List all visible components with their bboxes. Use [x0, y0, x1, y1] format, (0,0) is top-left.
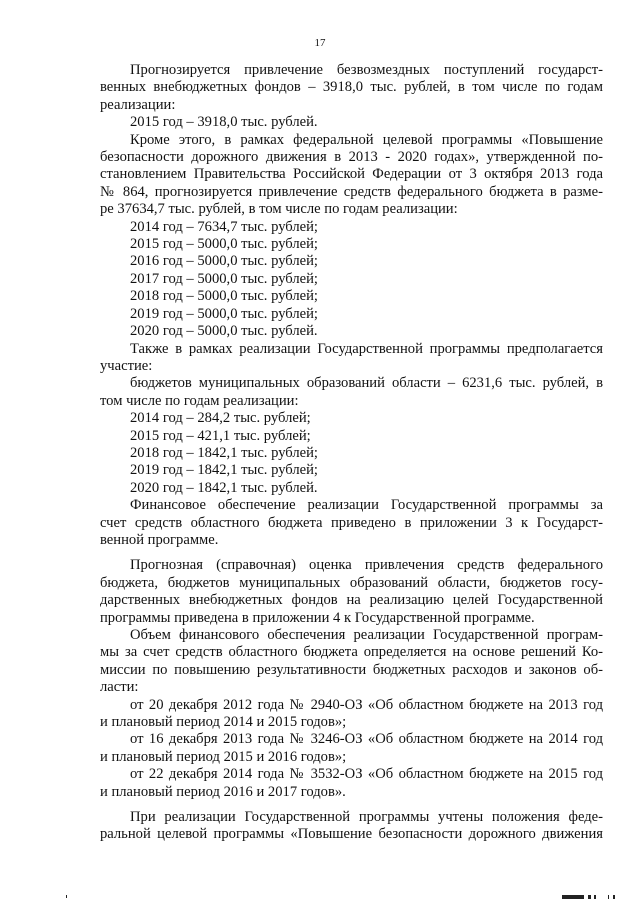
law-reference-line: и плановый период 2014 и 2015 годов»;	[100, 714, 347, 731]
scan-barcode-mark	[608, 895, 609, 899]
text-line: бюджетов муниципальных образований области – 6231,6 тыс. рублей, в	[130, 375, 603, 392]
text-line: венных внебюджетных фондов – 3918,0 тыс. рублей, в том числе по годам	[100, 79, 603, 96]
year-amount-line: 2017 год – 5000,0 тыс. рублей;	[130, 270, 318, 287]
paragraph-regional-laws	[100, 627, 603, 801]
year-amount-line: 2015 год – 5000,0 тыс. рублей;	[130, 236, 318, 253]
year-amount-line: 2018 год – 1842,1 тыс. рублей;	[130, 444, 318, 461]
scan-barcode-mark	[594, 895, 596, 899]
text-line: миссии по повышению результативности бюджетных расходов и законов об-	[100, 661, 603, 678]
paragraph-participation	[100, 341, 603, 498]
law-reference-line: от 20 декабря 2012 года № 2940-ОЗ «Об областном бюджете на 2013 год	[130, 696, 603, 713]
scan-artifact-marks	[0, 893, 640, 901]
text-line: становлением Правительства Российской Федерации от 3 октября 2013 года	[100, 166, 603, 183]
text-line: бюджета, бюджетов муниципальных образований области, бюджетов госу-	[100, 574, 603, 591]
text-line: При реализации Государственной программы учтены положения феде-	[130, 809, 603, 826]
text-line: том числе по годам реализации:	[100, 392, 299, 409]
text-line: Прогнозная (справочная) оценка привлечения средств федерального	[130, 557, 603, 574]
text-line: дарственных внебюджетных фондов на реализацию целей Государственной	[100, 592, 603, 609]
year-amount-line: 2018 год – 5000,0 тыс. рублей;	[130, 288, 318, 305]
law-reference-line: и плановый период 2016 и 2017 годов».	[100, 783, 346, 800]
law-reference-line: и плановый период 2015 и 2016 годов»;	[100, 748, 347, 765]
paragraph-financing-appendix-3	[100, 497, 603, 549]
page-number: 17	[314, 37, 326, 49]
text-line: программы приведена в приложении 4 к Государственной программе.	[100, 609, 535, 626]
text-line: участие:	[100, 357, 153, 374]
text-line: Объем финансового обеспечения реализации Государственной програм-	[130, 627, 603, 643]
year-amount-line: 2020 год – 1842,1 тыс. рублей.	[130, 479, 318, 496]
year-amount-line: 2015 год – 3918,0 тыс. рублей.	[130, 114, 318, 131]
document-body	[100, 62, 603, 844]
year-amount-line: 2019 год – 5000,0 тыс. рублей;	[130, 305, 318, 322]
paragraph-federal-program-provisions	[100, 809, 603, 844]
year-amount-line: 2014 год – 284,2 тыс. рублей;	[130, 410, 311, 427]
year-amount-line: 2019 год – 1842,1 тыс. рублей;	[130, 462, 318, 479]
year-amount-line: 2016 год – 5000,0 тыс. рублей;	[130, 253, 318, 270]
paragraph-extrabudgetary-funds	[100, 62, 603, 132]
text-line: Кроме этого, в рамках федеральной целевой программы «Повышение	[130, 131, 603, 148]
paragraph-forecast-appendix-4	[100, 557, 603, 627]
text-line: Финансовое обеспечение реализации Государственной программы за	[130, 497, 603, 514]
paragraph-federal-program	[100, 132, 603, 341]
law-reference-line: от 22 декабря 2014 года № 3532-ОЗ «Об областном бюджете на 2015 год	[130, 766, 603, 783]
year-amount-line: 2020 год – 5000,0 тыс. рублей.	[130, 323, 318, 340]
year-amount-line: 2014 год – 7634,7 тыс. рублей;	[130, 218, 318, 235]
text-line: счет средств областного бюджета приведено в приложении 3 к Государст-	[100, 514, 603, 531]
law-reference-line: от 16 декабря 2013 года № 3246-ОЗ «Об областном бюджете на 2014 год	[130, 731, 603, 748]
text-line: Также в рамках реализации Государственной программы предполагается	[130, 340, 603, 357]
text-line: № 864, прогнозируется привлечение средств федерального бюджета в разме-	[100, 183, 603, 200]
text-line: реализации:	[100, 96, 176, 113]
text-line: Прогнозируется привлечение безвозмездных поступлений государст-	[130, 62, 603, 78]
text-line: венной программе.	[100, 531, 219, 548]
text-line: безопасности дорожного движения в 2013 - 2020 годах», утвержденной по-	[100, 149, 603, 166]
text-line: ральной целевой программы «Повышение безопасности дорожного движения	[100, 826, 603, 843]
scan-barcode-mark	[562, 895, 584, 899]
scan-barcode-mark	[588, 895, 591, 899]
text-line: ласти:	[100, 679, 139, 696]
year-amount-line: 2015 год – 421,1 тыс. рублей;	[130, 427, 311, 444]
text-line: ре 37634,7 тыс. рублей, в том числе по годам реализации:	[100, 201, 458, 218]
scan-barcode-mark	[613, 895, 615, 899]
scan-dot	[66, 895, 67, 898]
text-line: мы за счет средств областного бюджета определяется на основе решений Ко-	[100, 644, 603, 661]
